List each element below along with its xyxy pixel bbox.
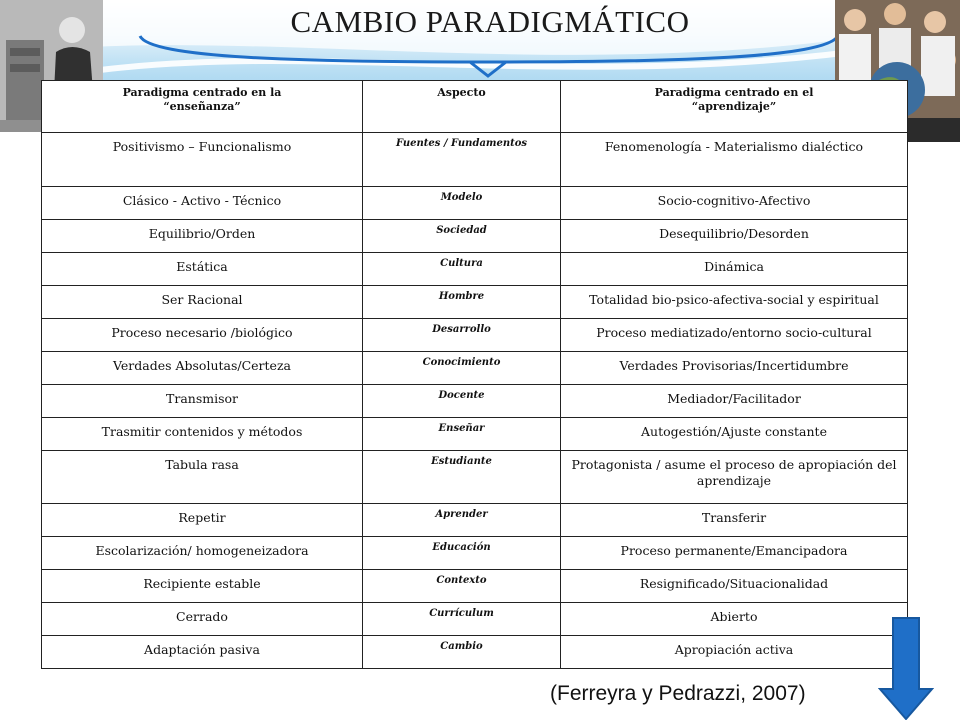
slide-title: CAMBIO PARADIGMÁTICO — [290, 4, 690, 39]
learning-cell: Abierto — [561, 603, 908, 636]
aspect-cell: Sociedad — [363, 220, 561, 253]
aspect-cell: Desarrollo — [363, 319, 561, 352]
aspect-cell: Cultura — [363, 253, 561, 286]
table-row — [42, 385, 908, 418]
paradigm-comparison-table — [41, 80, 908, 669]
table-row — [42, 504, 908, 537]
aspect-cell: Docente — [363, 385, 561, 418]
learning-cell: Transferir — [561, 504, 908, 537]
teaching-cell: Clásico - Activo - Técnico — [42, 187, 363, 220]
teaching-cell: Positivismo – Funcionalismo — [42, 133, 363, 187]
learning-cell: Proceso permanente/Emancipadora — [561, 537, 908, 570]
table-row — [42, 187, 908, 220]
learning-cell: Resignificado/Situacionalidad — [561, 570, 908, 603]
table-row — [42, 319, 908, 352]
aspect-cell: Currículum — [363, 603, 561, 636]
table-row — [42, 220, 908, 253]
teaching-cell: Transmisor — [42, 385, 363, 418]
header-aspect: Aspecto — [363, 81, 561, 133]
teaching-cell: Repetir — [42, 504, 363, 537]
table-row — [42, 570, 908, 603]
header-teaching-line2: “enseñanza” — [163, 100, 241, 113]
aspect-cell: Modelo — [363, 187, 561, 220]
teaching-cell: Trasmitir contenidos y métodos — [42, 418, 363, 451]
header-learning-paradigm — [561, 81, 908, 133]
table-row — [42, 636, 908, 669]
learning-cell: Mediador/Facilitador — [561, 385, 908, 418]
teaching-cell: Escolarización/ homogeneizadora — [42, 537, 363, 570]
aspect-cell: Aprender — [363, 504, 561, 537]
learning-cell: Apropiación activa — [561, 636, 908, 669]
header-teaching-line1: Paradigma centrado en la — [122, 86, 282, 99]
learning-cell: Verdades Provisorias/Incertidumbre — [561, 352, 908, 385]
header-learning-line2: “aprendizaje” — [691, 100, 777, 113]
aspect-cell: Educación — [363, 537, 561, 570]
teaching-cell: Estática — [42, 253, 363, 286]
aspect-cell: Estudiante — [363, 451, 561, 504]
aspect-cell: Enseñar — [363, 418, 561, 451]
teaching-cell: Verdades Absolutas/Certeza — [42, 352, 363, 385]
teaching-cell: Adaptación pasiva — [42, 636, 363, 669]
learning-cell: Socio-cognitivo-Afectivo — [561, 187, 908, 220]
table-row — [42, 253, 908, 286]
aspect-cell: Hombre — [363, 286, 561, 319]
learning-cell: Proceso mediatizado/entorno socio-cultural — [561, 319, 908, 352]
learning-cell: Dinámica — [561, 253, 908, 286]
table-row — [42, 286, 908, 319]
table-row — [42, 352, 908, 385]
learning-cell: Fenomenología - Materialismo dialéctico — [561, 133, 908, 187]
teaching-cell: Tabula rasa — [42, 451, 363, 504]
down-arrow-icon — [878, 617, 934, 720]
aspect-cell: Contexto — [363, 570, 561, 603]
table-header-row — [42, 81, 908, 133]
table-row — [42, 133, 908, 187]
teaching-cell: Recipiente estable — [42, 570, 363, 603]
table-row — [42, 603, 908, 636]
table-row — [42, 451, 908, 504]
citation-text: (Ferreyra y Pedrazzi, 2007) — [550, 682, 806, 705]
learning-cell: Totalidad bio-psico-afectiva-social y espiritual — [561, 286, 908, 319]
table-row — [42, 537, 908, 570]
teaching-cell: Cerrado — [42, 603, 363, 636]
header-teaching-paradigm — [42, 81, 363, 133]
learning-cell: Protagonista / asume el proceso de apropiación del aprendizaje — [561, 451, 908, 504]
aspect-cell: Fuentes / Fundamentos — [363, 133, 561, 187]
table-row — [42, 418, 908, 451]
aspect-cell: Conocimiento — [363, 352, 561, 385]
teaching-cell: Proceso necesario /biológico — [42, 319, 363, 352]
teaching-cell: Ser Racional — [42, 286, 363, 319]
learning-cell: Desequilibrio/Desorden — [561, 220, 908, 253]
header-learning-line1: Paradigma centrado en el — [654, 86, 814, 99]
teaching-cell: Equilibrio/Orden — [42, 220, 363, 253]
aspect-cell: Cambio — [363, 636, 561, 669]
learning-cell: Autogestión/Ajuste constante — [561, 418, 908, 451]
